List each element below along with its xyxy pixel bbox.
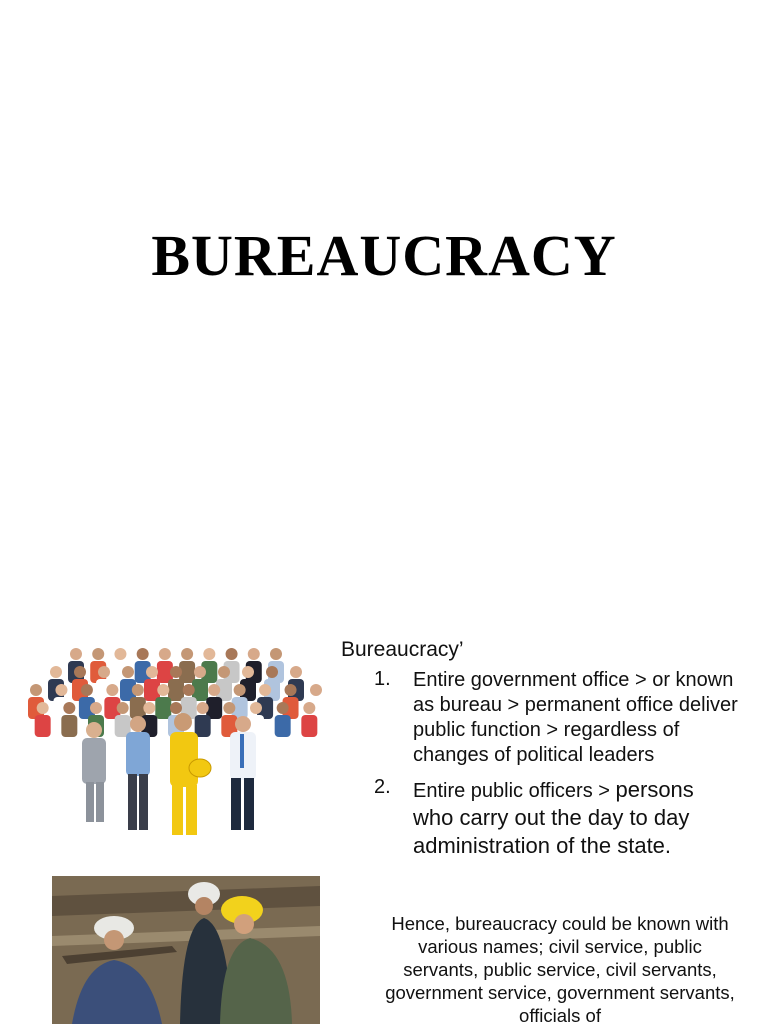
crowd-person-head	[266, 666, 278, 678]
crowd-person-head	[63, 702, 75, 714]
crowd-person-head	[74, 666, 86, 678]
crowd-person-head	[250, 702, 262, 714]
slide-title: BUREAUCRACY	[151, 223, 617, 288]
definition-list	[340, 668, 740, 868]
crowd-person-head	[183, 684, 195, 696]
crowd-person-head	[81, 684, 93, 696]
crowd-person-head	[114, 648, 126, 660]
crowd-person-head	[117, 702, 129, 714]
hence-paragraph: Hence, bureaucracy could be known with various names; civil service, public servants, public service, civil servants, government service, government servants, officials of	[385, 913, 735, 1026]
crowd-person-head	[106, 684, 118, 696]
crowd-person-head	[194, 666, 206, 678]
crowd-person-body	[301, 715, 317, 737]
crowd-person-head	[159, 648, 171, 660]
crowd-person-body	[275, 715, 291, 737]
crowd-person-head	[143, 702, 155, 714]
crowd-person-head	[226, 648, 238, 660]
crowd-person-head	[55, 684, 67, 696]
crowd-person-body	[168, 679, 184, 701]
crowd-person-head	[303, 702, 315, 714]
crowd-person-head	[70, 648, 82, 660]
crowd-person-body	[61, 715, 77, 737]
list-item	[340, 776, 740, 860]
list-item	[340, 668, 740, 768]
crowd-person-head	[92, 648, 104, 660]
crowd-person-head	[277, 702, 289, 714]
crowd-person-body	[195, 715, 211, 737]
crowd-person-head	[270, 648, 282, 660]
field-workers-photo	[52, 876, 320, 1024]
crowd-person-head	[203, 648, 215, 660]
crowd-person-body	[155, 697, 171, 719]
crowd-person-head	[170, 666, 182, 678]
crowd-person-head	[90, 702, 102, 714]
list-item-text: Entire government office > or known as bureau > permanent office deliver public function > regardless of changes of political leaders	[413, 669, 738, 766]
crowd-person-head	[50, 666, 62, 678]
crowd-person-head	[98, 666, 110, 678]
crowd-person-head	[146, 666, 158, 678]
crowd-person-body	[35, 715, 51, 737]
crowd-person-head	[285, 684, 297, 696]
crowd-person-head	[290, 666, 302, 678]
crowd-person-head	[310, 684, 322, 696]
list-item-text	[413, 776, 740, 860]
crowd-person-head	[248, 648, 260, 660]
crowd-person-head	[37, 702, 49, 714]
list-item-text-small: Entire public officers >	[413, 780, 616, 802]
crowd-of-workers-image	[26, 640, 326, 870]
crowd-person-head	[197, 702, 209, 714]
crowd-person-head	[137, 648, 149, 660]
section-label: Bureaucracy’	[341, 638, 464, 661]
crowd-person-head	[223, 702, 235, 714]
crowd-person-head	[208, 684, 220, 696]
list-item-text-large: persons who carry out the day to day administration of the state.	[413, 777, 694, 858]
crowd-person-head	[30, 684, 42, 696]
crowd-person-head	[181, 648, 193, 660]
crowd-person-head	[242, 666, 254, 678]
crowd-person-head	[218, 666, 230, 678]
list-item-number: 1.	[374, 668, 391, 690]
crowd-person-head	[234, 684, 246, 696]
crowd-person-head	[259, 684, 271, 696]
list-item-number: 2.	[374, 776, 391, 798]
crowd-person-head	[157, 684, 169, 696]
crowd-person-head	[132, 684, 144, 696]
crowd-person-head	[170, 702, 182, 714]
crowd-person-head	[122, 666, 134, 678]
